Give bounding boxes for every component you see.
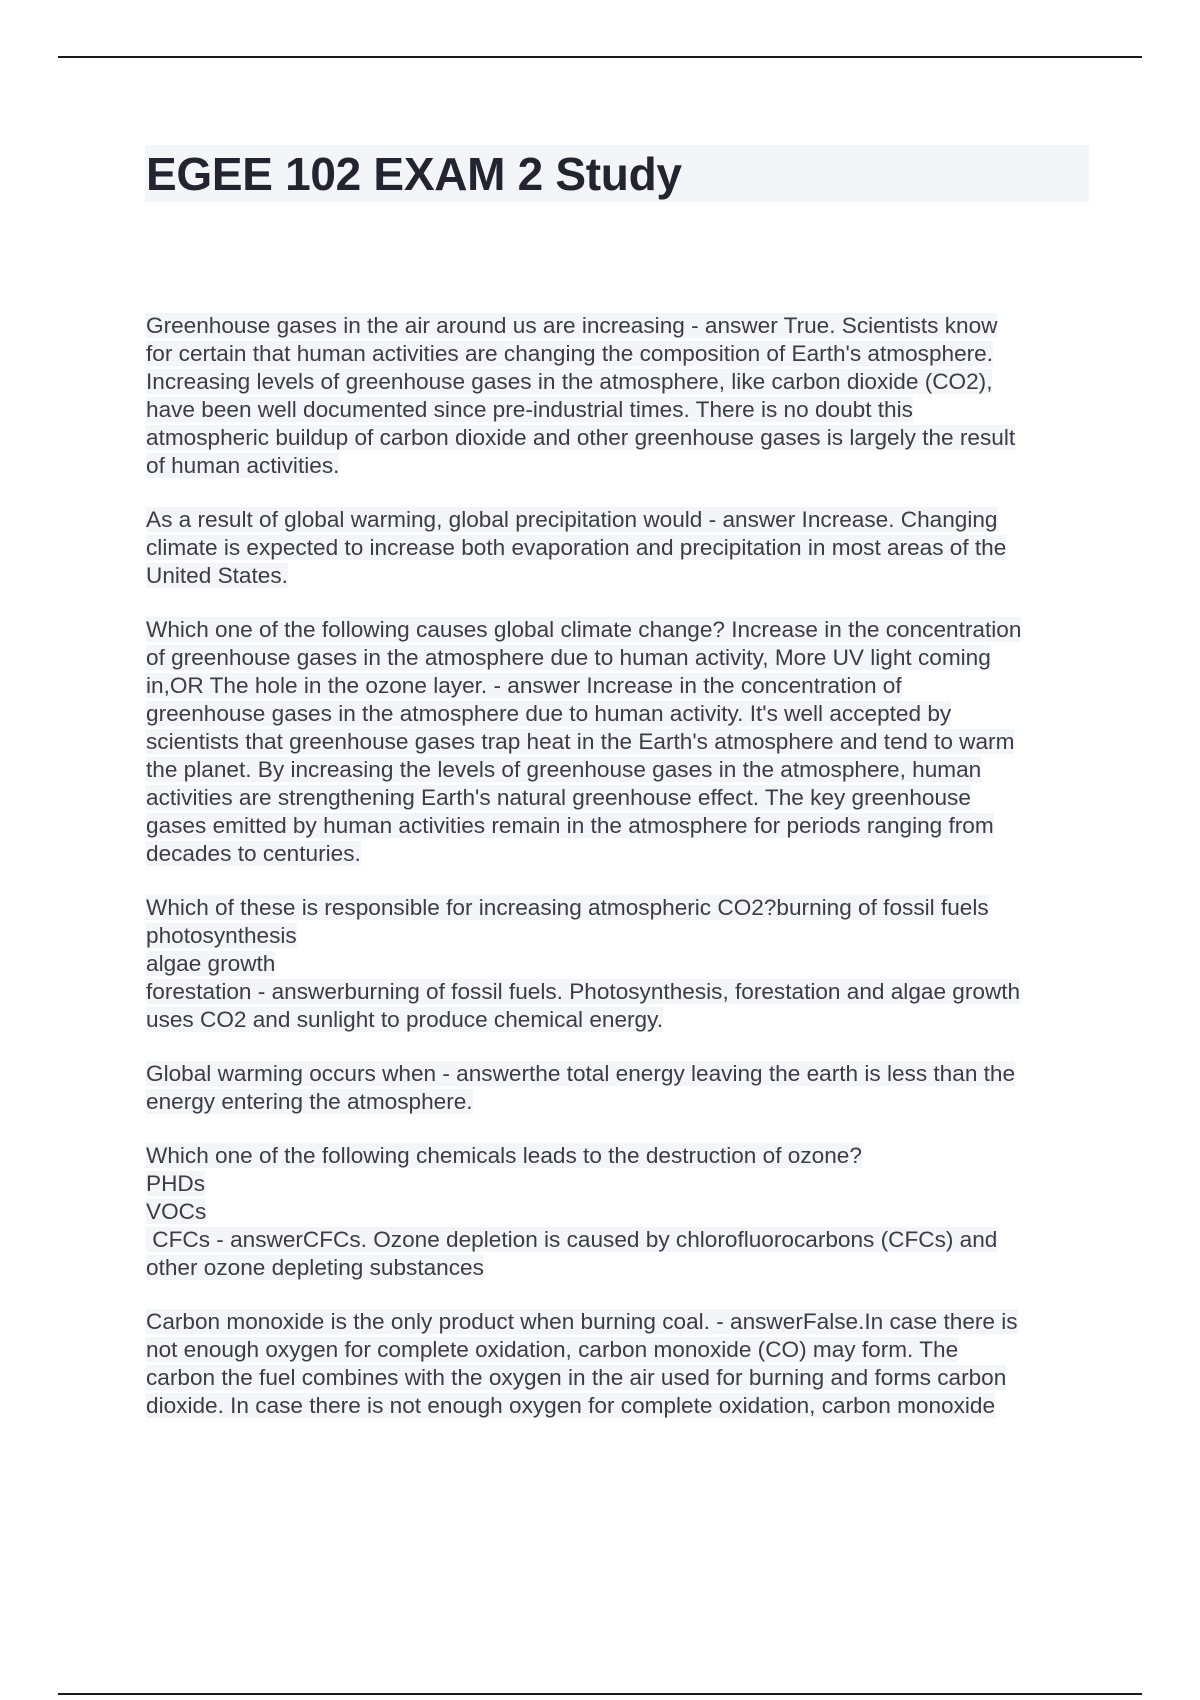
text-line: greenhouse gases in the atmosphere due to human activity. It's well accepted by xyxy=(146,701,952,726)
text-line: Which one of the following chemicals leads to the destruction of ozone? xyxy=(146,1143,862,1168)
text-line: of human activities. xyxy=(146,453,340,478)
text-line: Greenhouse gases in the air around us are increasing - answer True. Scientists know xyxy=(146,313,998,338)
page-title: EGEE 102 EXAM 2 Study xyxy=(146,148,682,200)
text-line: Which of these is responsible for increasing atmospheric CO2?burning of fossil fuels xyxy=(146,895,989,920)
text-line: As a result of global warming, global precipitation would - answer Increase. Changing xyxy=(146,507,998,532)
text-line: atmospheric buildup of carbon dioxide and other greenhouse gases is largely the result xyxy=(146,425,1016,450)
text-line: carbon the fuel combines with the oxygen in the air used for burning and forms carbon xyxy=(146,1365,1007,1390)
text-line: energy entering the atmosphere. xyxy=(146,1089,473,1114)
qa-block xyxy=(146,1060,1090,1116)
qa-block xyxy=(146,1142,1090,1282)
text-line: Increasing levels of greenhouse gases in the atmosphere, like carbon dioxide (CO2), xyxy=(146,369,993,394)
text-line: Global warming occurs when - answerthe total energy leaving the earth is less than the xyxy=(146,1061,1016,1086)
text-line: United States. xyxy=(146,563,288,588)
text-line: for certain that human activities are changing the composition of Earth's atmosphere. xyxy=(146,341,994,366)
bottom-rule xyxy=(58,1693,1142,1695)
text-line: VOCs xyxy=(146,1199,207,1224)
text-line: decades to centuries. xyxy=(146,841,361,866)
qa-block xyxy=(146,894,1090,1034)
text-line: scientists that greenhouse gases trap heat in the Earth's atmosphere and tend to warm xyxy=(146,729,1015,754)
text-line: the planet. By increasing the levels of greenhouse gases in the atmosphere, human xyxy=(146,757,982,782)
text-line: Which one of the following causes global climate change? Increase in the concentration xyxy=(146,617,1022,642)
document-body xyxy=(146,312,1090,1446)
text-line: forestation - answerburning of fossil fuels. Photosynthesis, forestation and algae growth xyxy=(146,979,1021,1004)
top-rule xyxy=(58,56,1142,58)
text-line: algae growth xyxy=(146,951,276,976)
text-line: gases emitted by human activities remain in the atmosphere for periods ranging from xyxy=(146,813,994,838)
qa-block xyxy=(146,616,1090,868)
text-line: have been well documented since pre-industrial times. There is no doubt this xyxy=(146,397,913,422)
qa-block xyxy=(146,312,1090,480)
text-line: dioxide. In case there is not enough oxygen for complete oxidation, carbon monoxide xyxy=(146,1393,996,1418)
text-line: Carbon monoxide is the only product when burning coal. - answerFalse.In case there is xyxy=(146,1309,1018,1334)
text-line: not enough oxygen for complete oxidation, carbon monoxide (CO) may form. The xyxy=(146,1337,959,1362)
text-line: climate is expected to increase both evaporation and precipitation in most areas of the xyxy=(146,535,1007,560)
text-line: activities are strengthening Earth's natural greenhouse effect. The key greenhouse xyxy=(146,785,971,810)
text-line: in,OR The hole in the ozone layer. - answer Increase in the concentration of xyxy=(146,673,902,698)
text-line: uses CO2 and sunlight to produce chemical energy. xyxy=(146,1007,664,1032)
text-line: CFCs - answerCFCs. Ozone depletion is caused by chlorofluorocarbons (CFCs) and xyxy=(146,1227,998,1252)
qa-block xyxy=(146,506,1090,590)
text-line: other ozone depleting substances xyxy=(146,1255,484,1280)
text-line: PHDs xyxy=(146,1171,205,1196)
text-line: of greenhouse gases in the atmosphere due to human activity, More UV light coming xyxy=(146,645,991,670)
qa-block xyxy=(146,1308,1090,1420)
text-line: photosynthesis xyxy=(146,923,297,948)
